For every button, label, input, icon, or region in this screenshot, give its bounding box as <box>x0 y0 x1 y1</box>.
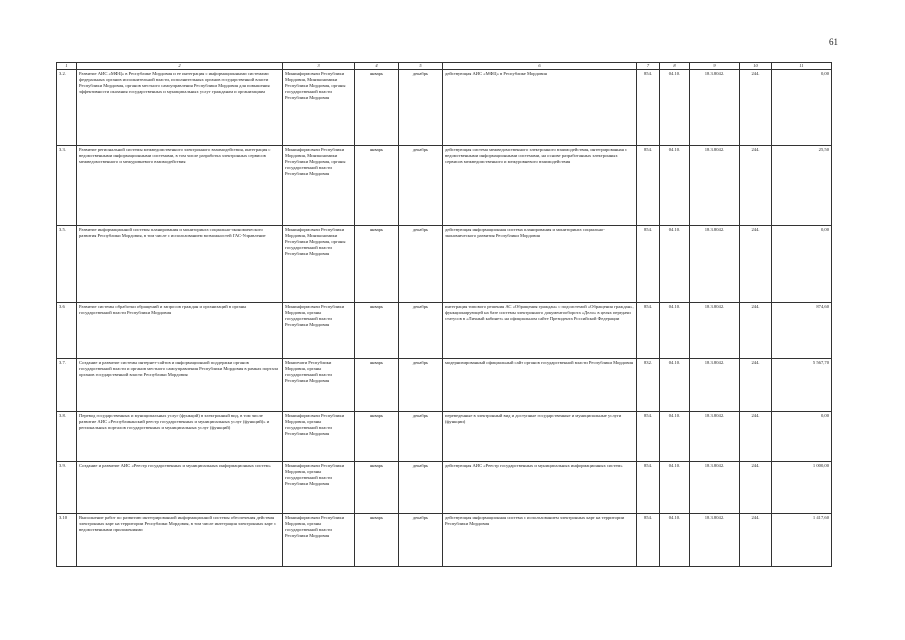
code-9: 18.3.8042. <box>690 358 740 411</box>
code-10: 244. <box>740 358 772 411</box>
header-row <box>57 63 832 70</box>
table-row <box>57 461 832 513</box>
col-header-7: 7 <box>637 63 660 70</box>
code-8: 04.10. <box>660 145 690 225</box>
activity-name: Создание и развитие системы интернет-сайтов и информационной поддержки органов государственной власти и органов местного самоуправления Республики Мордовия в рамках портала органов государственной власти Республики Мордовия <box>77 358 283 411</box>
col-header-2: 2 <box>77 63 283 70</box>
activity-name: Перевод государственных и муниципальных услуг (функций) в электронный вид, в том числе развитие АИС «Республиканский реестр государственных и муниципальных услуг (функций)» и региональных порталов государственных и муниципальных услуг (функций) <box>77 411 283 461</box>
activity-name: Развитие АИС «МФЦ» в Республике Мордовия и ее интеграция с информационными системами федеральных органов исполнительной власти, исполнительных органов государственной власти Республики Мордовия, органов местного самоуправления Республики Мордовия для повышения эффективности оказания государственных и муниципальных услуг гражданам и организациям <box>77 69 283 145</box>
code-10: 244. <box>740 225 772 302</box>
activity-name: Развитие региональной системы межведомственного электронного взаимодействия, интеграция с ведомственными информационными системами, в том числе разработка электронных сервисов межведомственного и межуровневого взаимодействия <box>77 145 283 225</box>
row-number: 3.2. <box>57 69 77 145</box>
code-8: 04.10. <box>660 302 690 358</box>
code-7: 854. <box>637 302 660 358</box>
row-number: 3.9. <box>57 461 77 513</box>
code-7: 854. <box>637 145 660 225</box>
amount: 5 567,70 <box>772 358 832 411</box>
table-row <box>57 225 832 302</box>
code-8: 04.10. <box>660 69 690 145</box>
expected-result: действующая система межведомственного электронного взаимодействия, интегрированная с ведомственными информационными системами, на основе разработанных электронных сервисов межведомственного и межуровневого взаимодействия <box>443 145 637 225</box>
col-header-1: 1 <box>57 63 77 70</box>
end-period: декабрь <box>399 302 443 358</box>
expected-result: действующая информационная система с использованием электронных карт на территории Республики Мордовия <box>443 513 637 566</box>
code-9: 18.3.8042. <box>690 461 740 513</box>
code-7: 854. <box>637 69 660 145</box>
expected-result: действующая АИС «Реестр государственных и муниципальных информационных систем» <box>443 461 637 513</box>
code-9: 18.3.8042. <box>690 513 740 566</box>
code-7: 832. <box>637 358 660 411</box>
code-7: 854. <box>637 225 660 302</box>
table-row <box>57 69 832 145</box>
col-header-5: 5 <box>399 63 443 70</box>
code-10: 244. <box>740 513 772 566</box>
code-10: 244. <box>740 411 772 461</box>
amount: 1 000,00 <box>772 461 832 513</box>
code-8: 04.10. <box>660 358 690 411</box>
code-8: 04.10. <box>660 411 690 461</box>
expected-result: действующая АИС «МФЦ» в Республике Мордовия <box>443 69 637 145</box>
col-header-10: 10 <box>740 63 772 70</box>
col-header-11: 11 <box>772 63 832 70</box>
executor: Мининформсвязи Республики Мордовия, Минэкономики Республики Мордовия, органы государственной власти Республики Мордовия <box>283 145 355 225</box>
executor: Мининформсвязи Республики Мордовия, органы государственной власти Республики Мордовия <box>283 513 355 566</box>
start-period: январь <box>355 225 399 302</box>
col-header-3: 3 <box>283 63 355 70</box>
row-number: 3.10 <box>57 513 77 566</box>
executor: Мининформсвязи Республики Мордовия, Минэкономики Республики Мордовия, органы государственной власти Республики Мордовия <box>283 69 355 145</box>
amount: 0,00 <box>772 411 832 461</box>
code-10: 244. <box>740 145 772 225</box>
code-7: 854. <box>637 411 660 461</box>
end-period: декабрь <box>399 358 443 411</box>
row-number: 3.6 <box>57 302 77 358</box>
code-10: 244. <box>740 69 772 145</box>
expected-result: модернизированный официальный сайт органов государственной власти Республики Мордовия <box>443 358 637 411</box>
start-period: январь <box>355 302 399 358</box>
end-period: декабрь <box>399 411 443 461</box>
table-row <box>57 358 832 411</box>
amount: 0,00 <box>772 225 832 302</box>
start-period: январь <box>355 513 399 566</box>
code-9: 18.3.8042. <box>690 225 740 302</box>
executor: Мининформсвязи Республики Мордовия, органы государственной власти Республики Мордовия <box>283 411 355 461</box>
amount: 1 417,60 <box>772 513 832 566</box>
expected-result: действующая информационная система планирования и мониторинга социально-экономического развития Республики Мордовия <box>443 225 637 302</box>
start-period: январь <box>355 461 399 513</box>
end-period: декабрь <box>399 145 443 225</box>
executor: Мининформсвязи Республики Мордовия, Минэкономики Республики Мордовия, органы государственной власти Республики Мордовия <box>283 225 355 302</box>
amount: 0,00 <box>772 69 832 145</box>
end-period: декабрь <box>399 513 443 566</box>
row-number: 3.3. <box>57 145 77 225</box>
table-row <box>57 302 832 358</box>
code-7: 854. <box>637 461 660 513</box>
activity-name: Развитие информационной системы планирования и мониторинга социально-экономического развития Республики Мордовия, в том числе с использованием возможностей ГАС-Управление <box>77 225 283 302</box>
end-period: декабрь <box>399 461 443 513</box>
executor: Мининформсвязи Республики Мордовия, органы государственной власти Республики Мордовия <box>283 302 355 358</box>
page-number: 61 <box>829 37 838 47</box>
expected-result: интеграция типового решения АС «Обращения граждан» с подсистемой «Обращения граждан», функционирующей на базе системы электронного документооборота «Дело» в целях передачи статусов в «Личный кабинет» на официальном сайте Президента Российской Федерации <box>443 302 637 358</box>
activity-name: Развитие системы обработки обращений и запросов граждан и организаций в органы государственной власти Республики Мордовия <box>77 302 283 358</box>
col-header-9: 9 <box>690 63 740 70</box>
code-9: 18.3.8042. <box>690 411 740 461</box>
table-row <box>57 145 832 225</box>
amount: 874,60 <box>772 302 832 358</box>
row-number: 3.5. <box>57 225 77 302</box>
start-period: январь <box>355 145 399 225</box>
end-period: декабрь <box>399 225 443 302</box>
row-number: 3.8. <box>57 411 77 461</box>
code-10: 244. <box>740 302 772 358</box>
code-7: 854. <box>637 513 660 566</box>
code-10: 244. <box>740 461 772 513</box>
start-period: январь <box>355 69 399 145</box>
expected-result: переведенные в электронный вид и доступные государственные и муниципальные услуги (функции) <box>443 411 637 461</box>
table-row <box>57 513 832 566</box>
program-activities-table <box>56 62 832 567</box>
code-9: 18.3.8042. <box>690 69 740 145</box>
executor: Минпечати Республики Мордовия, органы государственной власти Республики Мордовия <box>283 358 355 411</box>
start-period: январь <box>355 358 399 411</box>
table-row <box>57 411 832 461</box>
code-9: 18.3.8042. <box>690 302 740 358</box>
code-8: 04.10. <box>660 461 690 513</box>
col-header-4: 4 <box>355 63 399 70</box>
col-header-8: 8 <box>660 63 690 70</box>
activity-name: Создание и развитие АИС «Реестр государственных и муниципальных информационных систем» <box>77 461 283 513</box>
code-8: 04.10. <box>660 225 690 302</box>
executor: Мининформсвязи Республики Мордовия, органы государственной власти Республики Мордовия <box>283 461 355 513</box>
code-8: 04.10. <box>660 513 690 566</box>
amount: 25,50 <box>772 145 832 225</box>
start-period: январь <box>355 411 399 461</box>
end-period: декабрь <box>399 69 443 145</box>
row-number: 3.7. <box>57 358 77 411</box>
activity-name: Выполнение работ по развитию интегрированной информационной системы обеспечения действия электронных карт на территории Республики Мордовия, в том числе интеграция электронных карт с ведомственными приложениями <box>77 513 283 566</box>
col-header-6: 6 <box>443 63 637 70</box>
code-9: 18.3.8042. <box>690 145 740 225</box>
